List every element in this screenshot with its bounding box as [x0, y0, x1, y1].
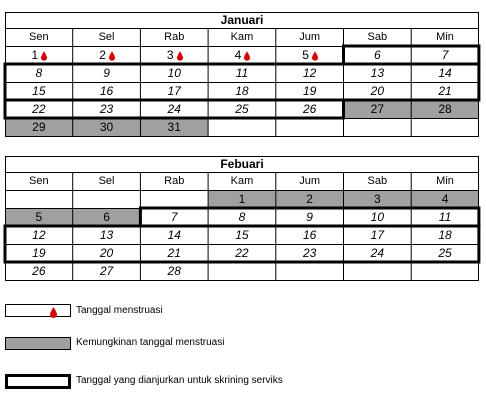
day-number: 21	[167, 246, 181, 260]
day-number: 16	[99, 84, 114, 98]
day-number: 11	[235, 66, 249, 80]
day-number: 3	[166, 48, 174, 62]
day-cell	[140, 244, 208, 262]
weekday-header: Sel	[98, 175, 115, 187]
day-cell	[140, 118, 208, 136]
weekday-header: Sab	[367, 31, 388, 43]
day-number: 21	[438, 84, 452, 98]
february-calendar	[5, 156, 479, 281]
day-number: 18	[235, 84, 249, 98]
day-cell	[276, 46, 344, 64]
day-cell	[140, 262, 208, 280]
drop-icon	[50, 305, 57, 323]
day-number: 23	[99, 102, 114, 116]
drop-icon	[177, 50, 182, 59]
legend-label-screening: Tanggal yang dianjurkan untuk skrining serviks	[76, 375, 283, 386]
day-number: 9	[306, 210, 313, 224]
day-number: 1	[31, 48, 39, 62]
day-cell	[5, 64, 73, 82]
day-number: 4	[441, 192, 449, 206]
drop-icon	[41, 50, 46, 59]
day-number: 25	[235, 102, 249, 116]
day-cell	[276, 100, 344, 118]
day-number: 14	[167, 228, 181, 242]
weekday-header: Rab	[164, 31, 185, 43]
day-cell	[140, 82, 208, 100]
day-number: 3	[374, 192, 381, 206]
day-number: 27	[370, 102, 385, 116]
day-number: 12	[32, 228, 46, 242]
day-cell	[344, 82, 412, 100]
day-cell	[5, 208, 73, 226]
day-number: 18	[438, 228, 452, 242]
day-cell	[5, 100, 73, 118]
legend-label-possible-menstruation: Kemungkinan tanggal menstruasi	[76, 337, 225, 348]
legend-swatch-possible-menstruation	[5, 337, 71, 350]
day-cell	[276, 82, 344, 100]
day-cell	[140, 64, 208, 82]
day-cell	[411, 82, 479, 100]
day-number: 7	[170, 210, 178, 224]
january-title: Januari	[220, 13, 264, 27]
day-cell	[73, 208, 141, 226]
drop-icon	[312, 50, 317, 59]
day-number: 28	[167, 264, 181, 278]
legend-swatch-screening	[5, 374, 71, 389]
day-number: 6	[374, 48, 381, 62]
day-cell	[5, 244, 73, 262]
drop-icon	[244, 50, 249, 59]
day-cell	[411, 190, 479, 208]
day-number: 7	[441, 48, 449, 62]
weekday-header: Min	[436, 175, 454, 187]
day-cell	[73, 118, 141, 136]
day-cell	[5, 118, 73, 136]
day-cell	[276, 190, 344, 208]
day-cell	[276, 226, 344, 244]
day-cell	[411, 100, 479, 118]
day-number: 2	[306, 192, 313, 206]
day-number: 5	[302, 48, 309, 62]
day-cell	[208, 208, 276, 226]
day-number: 24	[167, 102, 181, 116]
day-number: 31	[167, 120, 181, 134]
day-number: 10	[370, 210, 385, 224]
day-cell	[344, 226, 412, 244]
day-number: 9	[103, 66, 110, 80]
day-cell	[344, 244, 412, 262]
day-number: 19	[302, 84, 317, 98]
weekday-header: Sen	[29, 31, 49, 43]
february-title: Febuari	[220, 157, 264, 171]
day-number: 30	[99, 120, 114, 134]
day-cell	[208, 46, 276, 64]
day-number: 1	[238, 192, 246, 206]
day-number: 13	[370, 66, 385, 80]
weekday-header: Sen	[29, 175, 49, 187]
day-number: 11	[438, 210, 452, 224]
january-calendar	[5, 12, 479, 137]
day-cell	[276, 64, 344, 82]
day-number: 6	[103, 210, 110, 224]
day-cell	[5, 46, 73, 64]
weekday-header: Kam	[230, 31, 254, 43]
day-number: 26	[302, 102, 317, 116]
day-number: 20	[99, 246, 114, 260]
day-cell	[73, 262, 141, 280]
weekday-header: Min	[436, 31, 454, 43]
day-cell	[73, 226, 141, 244]
day-number: 20	[370, 84, 385, 98]
day-cell	[140, 100, 208, 118]
day-cell	[140, 226, 208, 244]
day-cell	[276, 208, 344, 226]
day-number: 26	[32, 264, 46, 278]
day-number: 22	[32, 102, 46, 116]
day-cell	[140, 46, 208, 64]
day-number: 14	[438, 66, 452, 80]
day-number: 4	[234, 48, 242, 62]
day-number: 15	[32, 84, 46, 98]
weekday-header: Kam	[230, 175, 254, 187]
day-cell	[73, 64, 141, 82]
weekday-header: Sab	[367, 175, 388, 187]
day-number: 16	[302, 228, 317, 242]
day-cell	[344, 190, 412, 208]
day-cell	[411, 64, 479, 82]
day-cell	[73, 244, 141, 262]
day-number: 17	[167, 84, 181, 98]
weekday-header: Jum	[299, 175, 321, 187]
day-cell	[411, 46, 479, 64]
day-cell	[208, 244, 276, 262]
day-cell	[208, 100, 276, 118]
day-number: 5	[35, 210, 43, 224]
day-cell	[344, 208, 412, 226]
day-cell	[411, 226, 479, 244]
day-number: 17	[370, 228, 385, 242]
day-number: 10	[167, 66, 181, 80]
day-cell	[411, 244, 479, 262]
day-cell	[208, 226, 276, 244]
day-number: 22	[235, 246, 249, 260]
day-number: 8	[35, 66, 43, 80]
day-cell	[411, 208, 479, 226]
day-cell	[344, 46, 412, 64]
day-number: 8	[238, 210, 246, 224]
day-number: 23	[302, 246, 317, 260]
day-number: 15	[235, 228, 249, 242]
weekday-header: Sel	[98, 31, 115, 43]
day-cell	[73, 46, 141, 64]
day-number: 28	[438, 102, 452, 116]
day-cell	[73, 82, 141, 100]
day-cell	[344, 100, 412, 118]
day-number: 12	[302, 66, 317, 80]
day-cell	[344, 64, 412, 82]
day-number: 2	[99, 48, 106, 62]
day-cell	[208, 64, 276, 82]
day-cell	[73, 100, 141, 118]
day-cell	[5, 82, 73, 100]
day-number: 13	[99, 228, 114, 242]
legend-swatch-menstruation	[5, 304, 71, 317]
day-cell	[208, 82, 276, 100]
day-cell	[5, 262, 73, 280]
day-cell	[276, 244, 344, 262]
legend-label-menstruation: Tanggal menstruasi	[76, 305, 163, 316]
weekday-header: Rab	[164, 175, 185, 187]
drop-icon	[109, 50, 114, 59]
day-number: 19	[32, 246, 46, 260]
day-number: 24	[370, 246, 385, 260]
day-number: 27	[99, 264, 114, 278]
day-cell	[208, 190, 276, 208]
day-number: 25	[438, 246, 452, 260]
day-cell	[5, 226, 73, 244]
day-cell	[140, 208, 208, 226]
weekday-header: Jum	[299, 31, 321, 43]
day-number: 29	[32, 120, 46, 134]
